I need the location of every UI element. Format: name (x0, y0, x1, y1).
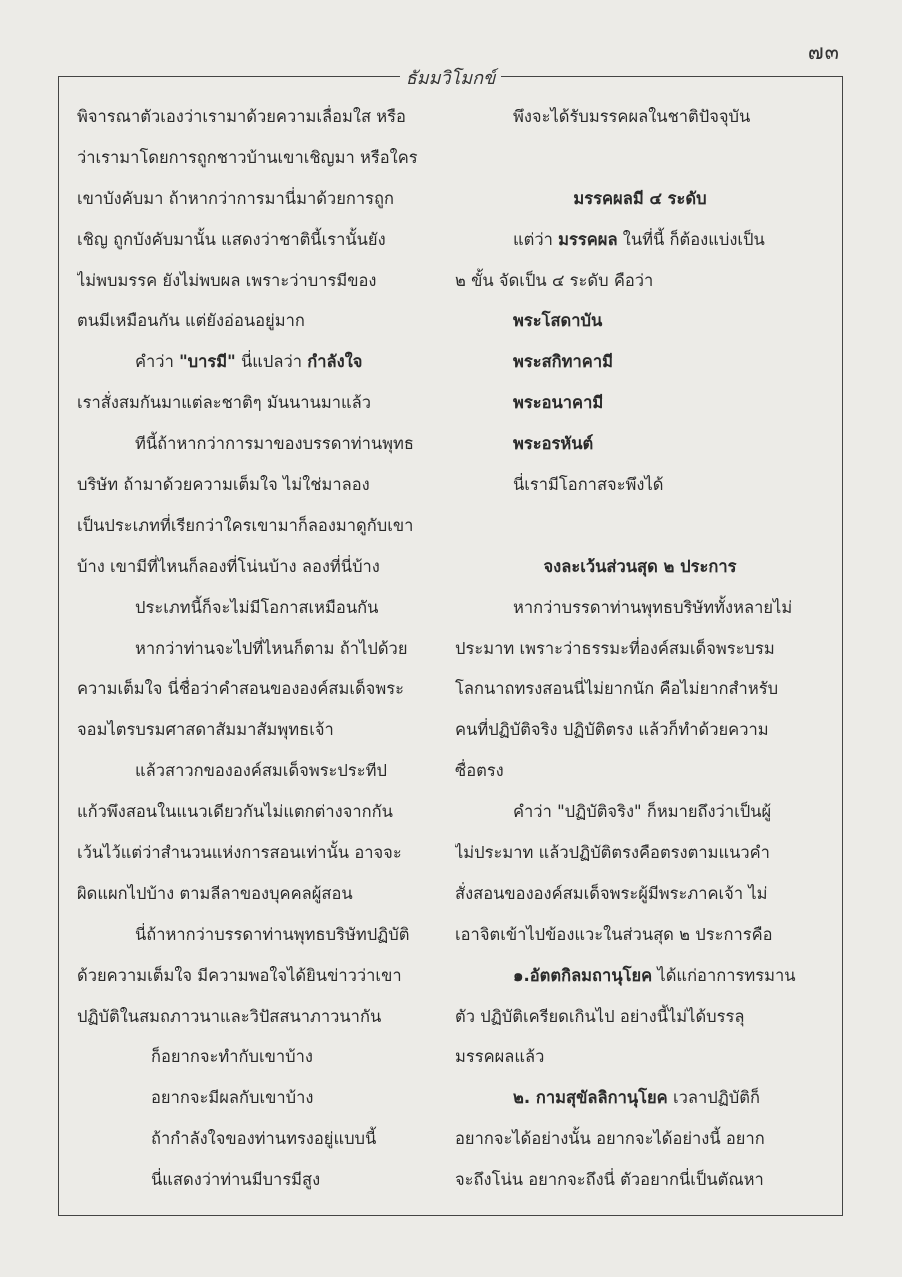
text-span: แก้วพึงสอนในแนวเดียวกันไม่แตกต่างจากกัน (77, 802, 393, 822)
left-line (77, 465, 439, 506)
text-span: ไม่พบมรรค ยังไม่พบผล เพราะว่าบารมีของ (77, 270, 377, 290)
text-span: เอาจิตเข้าไปข้องแวะในส่วนสุด ๒ ประการคือ (455, 924, 773, 944)
text-span: หากว่าบรรดาท่านพุทธบริษัททั้งหลายไม่ (513, 597, 793, 617)
bold-text: มรรคผล (558, 229, 618, 249)
text-span: แต่ว่า (513, 229, 559, 249)
left-line (77, 1119, 439, 1160)
right-line (455, 588, 825, 629)
text-span: จะถึงโน่น อยากจะถึงนี่ ตัวอยากนี่เป็นตัณหา (455, 1170, 764, 1190)
text-span: ประเภทนี้ก็จะไม่มีโอกาสเหมือนกัน (135, 597, 379, 617)
blank-line (455, 506, 825, 547)
bold-text: "บารมี" (179, 352, 236, 372)
right-line (455, 342, 825, 383)
left-line (77, 956, 439, 997)
right-line (455, 792, 825, 833)
bold-text: มรรคผลมี ๔ ระดับ (573, 188, 707, 208)
right-line (455, 669, 825, 710)
right-line (455, 465, 825, 506)
text-span: ทีนี้ถ้าหากว่าการมาของบรรดาท่านพุทธ (135, 434, 415, 454)
text-span: สั่งสอนขององค์สมเด็จพระผู้มีพระภาคเจ้า ไม่ (455, 883, 768, 903)
text-span: เป็นประเภทที่เรียกว่าใครเขามาก็ลองมาดูกับเขา (77, 515, 414, 535)
text-span: คำว่า "ปฏิบัติจริง" ก็หมายถึงว่าเป็นผู้ (513, 802, 772, 822)
left-line (77, 915, 439, 956)
text-span: ก็อยากจะทำกับเขาบ้าง (151, 1047, 313, 1067)
text-span: ซื่อตรง (455, 761, 504, 781)
right-line (455, 997, 825, 1038)
running-title: ธัมมวิโมกข์ (400, 68, 502, 89)
running-head (59, 63, 842, 92)
text-span: บริษัท ถ้ามาด้วยความเต็มใจ ไม่ใช่มาลอง (77, 475, 370, 495)
text-span: ได้แก่อาการทรมาน (652, 965, 796, 985)
right-line (455, 710, 825, 751)
text-span: เราสั่งสมกันมาแต่ละชาติๆ มันนานมาแล้ว (77, 393, 371, 413)
right-line (455, 874, 825, 915)
text-span: โลกนาถทรงสอนนี่ไม่ยากนัก คือไม่ยากสำหรับ (455, 679, 779, 699)
right-line (455, 424, 825, 465)
right-line (455, 751, 825, 792)
text-span: นี่ถ้าหากว่าบรรดาท่านพุทธบริษัทปฏิบัติ (135, 924, 410, 944)
left-line (77, 710, 439, 751)
left-line (77, 1078, 439, 1119)
bold-text: พระอรหันต์ (513, 434, 594, 454)
page-frame (58, 68, 843, 1216)
left-line (77, 138, 439, 179)
text-span: อยากจะมีผลกับเขาบ้าง (151, 1088, 314, 1108)
bold-text: ๒. กามสุขัลลิกานุโยค (513, 1088, 668, 1108)
text-span: เว้นไว้แต่ว่าสำนวนแห่งการสอนเท่านั้น อาจจะ (77, 843, 402, 863)
text-span: เวลาปฏิบัติก็ (667, 1088, 760, 1108)
left-line (77, 261, 439, 302)
text-span: ผิดแผกไปบ้าง ตามลีลาของบุคคลผู้สอน (77, 883, 353, 903)
text-span: แล้วสาวกขององค์สมเด็จพระประทีป (135, 761, 387, 781)
right-line (455, 383, 825, 424)
right-line (455, 97, 825, 138)
text-span: จอมไตรบรมศาสดาสัมมาสัมพุทธเจ้า (77, 720, 334, 740)
left-line (77, 506, 439, 547)
text-span: ตัว ปฏิบัติเครียดเกินไป อย่างนี้ไม่ได้บรรลุ (455, 1006, 745, 1026)
bold-text: กำลังใจ (307, 352, 363, 372)
left-line (77, 301, 439, 342)
left-line (77, 874, 439, 915)
text-span: ว่าเรามาโดยการถูกชาวบ้านเขาเชิญมา หรือใคร (77, 147, 418, 167)
left-line (77, 751, 439, 792)
text-span: นี่แปลว่า (235, 352, 308, 372)
text-span: ตนมีเหมือนกัน แต่ยังอ่อนอยู่มาก (77, 311, 305, 331)
left-line (77, 547, 439, 588)
left-line (77, 1160, 439, 1201)
text-span: มรรคผลแล้ว (455, 1047, 545, 1067)
left-line (77, 833, 439, 874)
bold-text: จงละเว้นส่วนสุด ๒ ประการ (543, 556, 737, 576)
left-line (77, 669, 439, 710)
left-line (77, 179, 439, 220)
text-span: พิจารณาตัวเองว่าเรามาด้วยความเลื่อมใส หรือ (77, 107, 406, 126)
text-span: ด้วยความเต็มใจ มีความพอใจได้ยินข่าวว่าเขา (77, 965, 402, 985)
text-span: หากว่าท่านจะไปที่ไหนก็ตาม ถ้าไปด้วย (135, 638, 408, 658)
bold-text: พระสกิทาคามี (513, 352, 613, 372)
left-line (77, 629, 439, 670)
blank-line (455, 138, 825, 179)
text-span: ถ้ากำลังใจของท่านทรงอยู่แบบนี้ (151, 1129, 377, 1149)
text-span: นี่แสดงว่าท่านมีบารมีสูง (151, 1170, 321, 1190)
left-line (77, 1037, 439, 1078)
left-line (77, 424, 439, 465)
text-span: ความเต็มใจ นี่ชื่อว่าคำสอนขององค์สมเด็จพระ (77, 679, 404, 699)
right-line (455, 1078, 825, 1119)
text-span: พึงจะได้รับมรรคผลในชาติปัจจุบัน (513, 107, 751, 126)
text-span: อยากจะได้อย่างนั้น อยากจะได้อย่างนี้ อยาก (455, 1129, 765, 1149)
right-line (455, 629, 825, 670)
text-span: คำว่า (135, 352, 180, 372)
right-line (455, 1037, 825, 1078)
text-span: ๒ ขั้น จัดเป็น ๔ ระดับ คือว่า (455, 270, 654, 290)
left-line (77, 383, 439, 424)
bold-text: พระโสดาบัน (513, 311, 603, 331)
bold-text: พระอนาคามี (513, 393, 604, 413)
right-line (455, 1160, 825, 1201)
text-span: เขาบังคับมา ถ้าหากว่าการมานี่มาด้วยการถูก (77, 188, 394, 208)
left-line (77, 342, 439, 383)
left-line (77, 97, 439, 138)
right-line (455, 915, 825, 956)
text-span: เชิญ ถูกบังคับมานั้น แสดงว่าชาตินี้เรานั้นยัง (77, 229, 386, 249)
text-span: ไม่ประมาท แล้วปฏิบัติตรงคือตรงตามแนวคำ (455, 843, 770, 863)
left-column (77, 97, 439, 1201)
page-number: ๗๓ (807, 40, 840, 64)
right-line (455, 547, 825, 588)
right-line (455, 261, 825, 302)
left-line (77, 792, 439, 833)
right-line (455, 179, 825, 220)
left-line (77, 997, 439, 1038)
left-line (77, 588, 439, 629)
right-line (455, 833, 825, 874)
text-span: นี่เรามีโอกาสจะพึงได้ (513, 475, 664, 495)
right-line (455, 1119, 825, 1160)
text-span: ประมาท เพราะว่าธรรมะที่องค์สมเด็จพระบรม (455, 638, 775, 658)
left-line (77, 220, 439, 261)
right-column (455, 97, 825, 1201)
text-span: บ้าง เขามีที่ไหนก็ลองที่โน่นบ้าง ลองที่นี่บ้าง (77, 556, 380, 576)
text-span: คนที่ปฏิบัติจริง ปฏิบัติตรง แล้วก็ทำด้วยความ (455, 720, 769, 740)
text-span: ปฏิบัติในสมถภาวนาและวิปัสสนาภาวนากัน (77, 1006, 382, 1026)
right-line (455, 301, 825, 342)
right-line (455, 220, 825, 261)
bold-text: ๑.อัตตกิลมถานุโยค (513, 965, 653, 985)
text-span: ในที่นี้ ก็ต้องแบ่งเป็น (617, 229, 765, 249)
right-line (455, 956, 825, 997)
